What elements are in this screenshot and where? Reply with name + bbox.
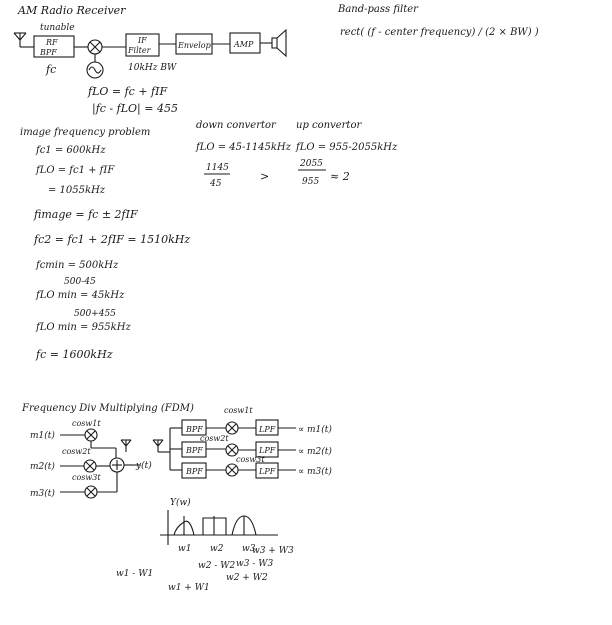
image-line: fc1 = 600kHz bbox=[36, 145, 106, 156]
spectrum-section bbox=[116, 497, 294, 593]
spectrum-label-band-edge: w3 - W3 bbox=[236, 559, 274, 569]
tx-carrier-2: cosw2t bbox=[62, 447, 91, 456]
convertor-section bbox=[195, 120, 398, 189]
spectrum-label-w3: w3 bbox=[242, 544, 256, 554]
image-line: fc = 1600kHz bbox=[36, 348, 113, 361]
rx-bpf-label: BPF bbox=[186, 425, 203, 434]
am-title: AM Radio Receiver bbox=[18, 4, 126, 17]
rf-block-label-bottom: BPF bbox=[40, 48, 57, 57]
mixer-icon bbox=[88, 40, 102, 54]
mixer-icon bbox=[84, 460, 96, 472]
if-block-label-top: IF bbox=[138, 36, 147, 45]
fdm-section bbox=[21, 403, 332, 499]
summer-icon bbox=[110, 458, 124, 472]
message-2: m2(t) bbox=[30, 462, 55, 472]
bpf-formula: rect( (f - center frequency) / (2 × BW) ) bbox=[340, 27, 539, 38]
greater-than: > bbox=[260, 170, 270, 183]
amp-label: AMP bbox=[234, 40, 254, 49]
spectrum-label-band-edge: w3 + W3 bbox=[252, 546, 294, 556]
down-ratio-denominator: 45 bbox=[210, 179, 222, 189]
spectrum-ylabel: Y(w) bbox=[170, 498, 191, 508]
spectrum-label-band-edge: w2 - W2 bbox=[198, 561, 236, 571]
speaker-icon bbox=[272, 30, 286, 56]
spectrum-label-band-edge: w2 + W2 bbox=[226, 573, 268, 583]
lo-formula-2: |fc - fLO| = 455 bbox=[92, 102, 178, 115]
output-1: ∝ m1(t) bbox=[298, 425, 332, 435]
bpf-title: Band-pass filter bbox=[338, 4, 418, 15]
up-range: fLO = 955-2055kHz bbox=[296, 142, 398, 153]
rx-lpf-label: LPF bbox=[259, 467, 276, 476]
rx-lpf-label: LPF bbox=[259, 425, 276, 434]
antenna-icon bbox=[121, 440, 131, 452]
mixer-icon bbox=[85, 429, 97, 441]
down-ratio-numerator: 1145 bbox=[206, 163, 229, 173]
if-block-label-bottom: Filter bbox=[128, 46, 151, 55]
up-ratio-denominator: 955 bbox=[302, 177, 320, 187]
sum-output-y: y(t) bbox=[136, 461, 152, 471]
rf-block-label-top: RF bbox=[46, 38, 58, 47]
bandpass-section bbox=[337, 4, 539, 38]
image-line: = 1055kHz bbox=[48, 185, 106, 196]
down-range: fLO = 45-1145kHz bbox=[196, 142, 291, 153]
message-1: m1(t) bbox=[30, 431, 55, 441]
mixer-icon bbox=[85, 486, 97, 498]
mixer-icon bbox=[226, 464, 238, 476]
message-3: m3(t) bbox=[30, 489, 55, 499]
am-receiver-section bbox=[14, 4, 286, 116]
output-2: ∝ m2(t) bbox=[298, 447, 332, 457]
spectrum-label-w2: w2 bbox=[210, 544, 224, 554]
rx-lpf-label: LPF bbox=[259, 446, 276, 455]
image-line: fimage = fc ± 2fIF bbox=[34, 208, 138, 221]
antenna-icon bbox=[14, 33, 34, 47]
image-line: 500-45 bbox=[64, 277, 96, 287]
tx-carrier-1: cosw1t bbox=[72, 419, 101, 428]
image-title: image frequency problem bbox=[20, 127, 151, 138]
image-line: fcmin = 500kHz bbox=[36, 260, 119, 271]
image-frequency-section bbox=[20, 127, 190, 361]
rx-carrier-3: cosw3t bbox=[236, 455, 265, 464]
image-line: 500+455 bbox=[74, 309, 116, 319]
fdm-title: Frequency Div Multiplying (FDM) bbox=[22, 403, 194, 414]
image-line: fLO min = 45kHz bbox=[36, 290, 125, 301]
rx-bpf-label: BPF bbox=[186, 446, 203, 455]
tunable-label: tunable bbox=[40, 23, 75, 33]
spectrum-label-band-edge: w1 - W1 bbox=[116, 569, 154, 579]
image-line: fLO = fc1 + fIF bbox=[36, 165, 115, 176]
lo-formula: fLO = fc + fIF bbox=[88, 85, 168, 98]
rx-carrier-1: cosw1t bbox=[224, 406, 253, 415]
up-ratio-numerator: 2055 bbox=[300, 159, 323, 169]
mixer-icon bbox=[226, 422, 238, 434]
fc-label: fc bbox=[46, 63, 57, 76]
local-oscillator-icon bbox=[87, 62, 103, 78]
down-convertor-title: down convertor bbox=[196, 120, 276, 131]
envelope-label: Envelop bbox=[178, 41, 211, 50]
output-3: ∝ m3(t) bbox=[298, 467, 332, 477]
spectrum-label-band-edge: w1 + W1 bbox=[168, 583, 210, 593]
rx-bpf-label: BPF bbox=[186, 467, 203, 476]
antenna-icon bbox=[153, 440, 163, 452]
tx-carrier-3: cosw3t bbox=[72, 473, 101, 482]
image-line: fc2 = fc1 + 2fIF = 1510kHz bbox=[34, 233, 191, 246]
approx-two: ≈ 2 bbox=[330, 170, 350, 183]
rx-carrier-2: cosw2t bbox=[200, 434, 229, 443]
image-line: fLO min = 955kHz bbox=[36, 322, 131, 333]
if-bw-label: 10kHz BW bbox=[128, 63, 177, 73]
up-convertor-title: up convertor bbox=[296, 120, 362, 131]
spectrum-label-w1: w1 bbox=[178, 544, 192, 554]
